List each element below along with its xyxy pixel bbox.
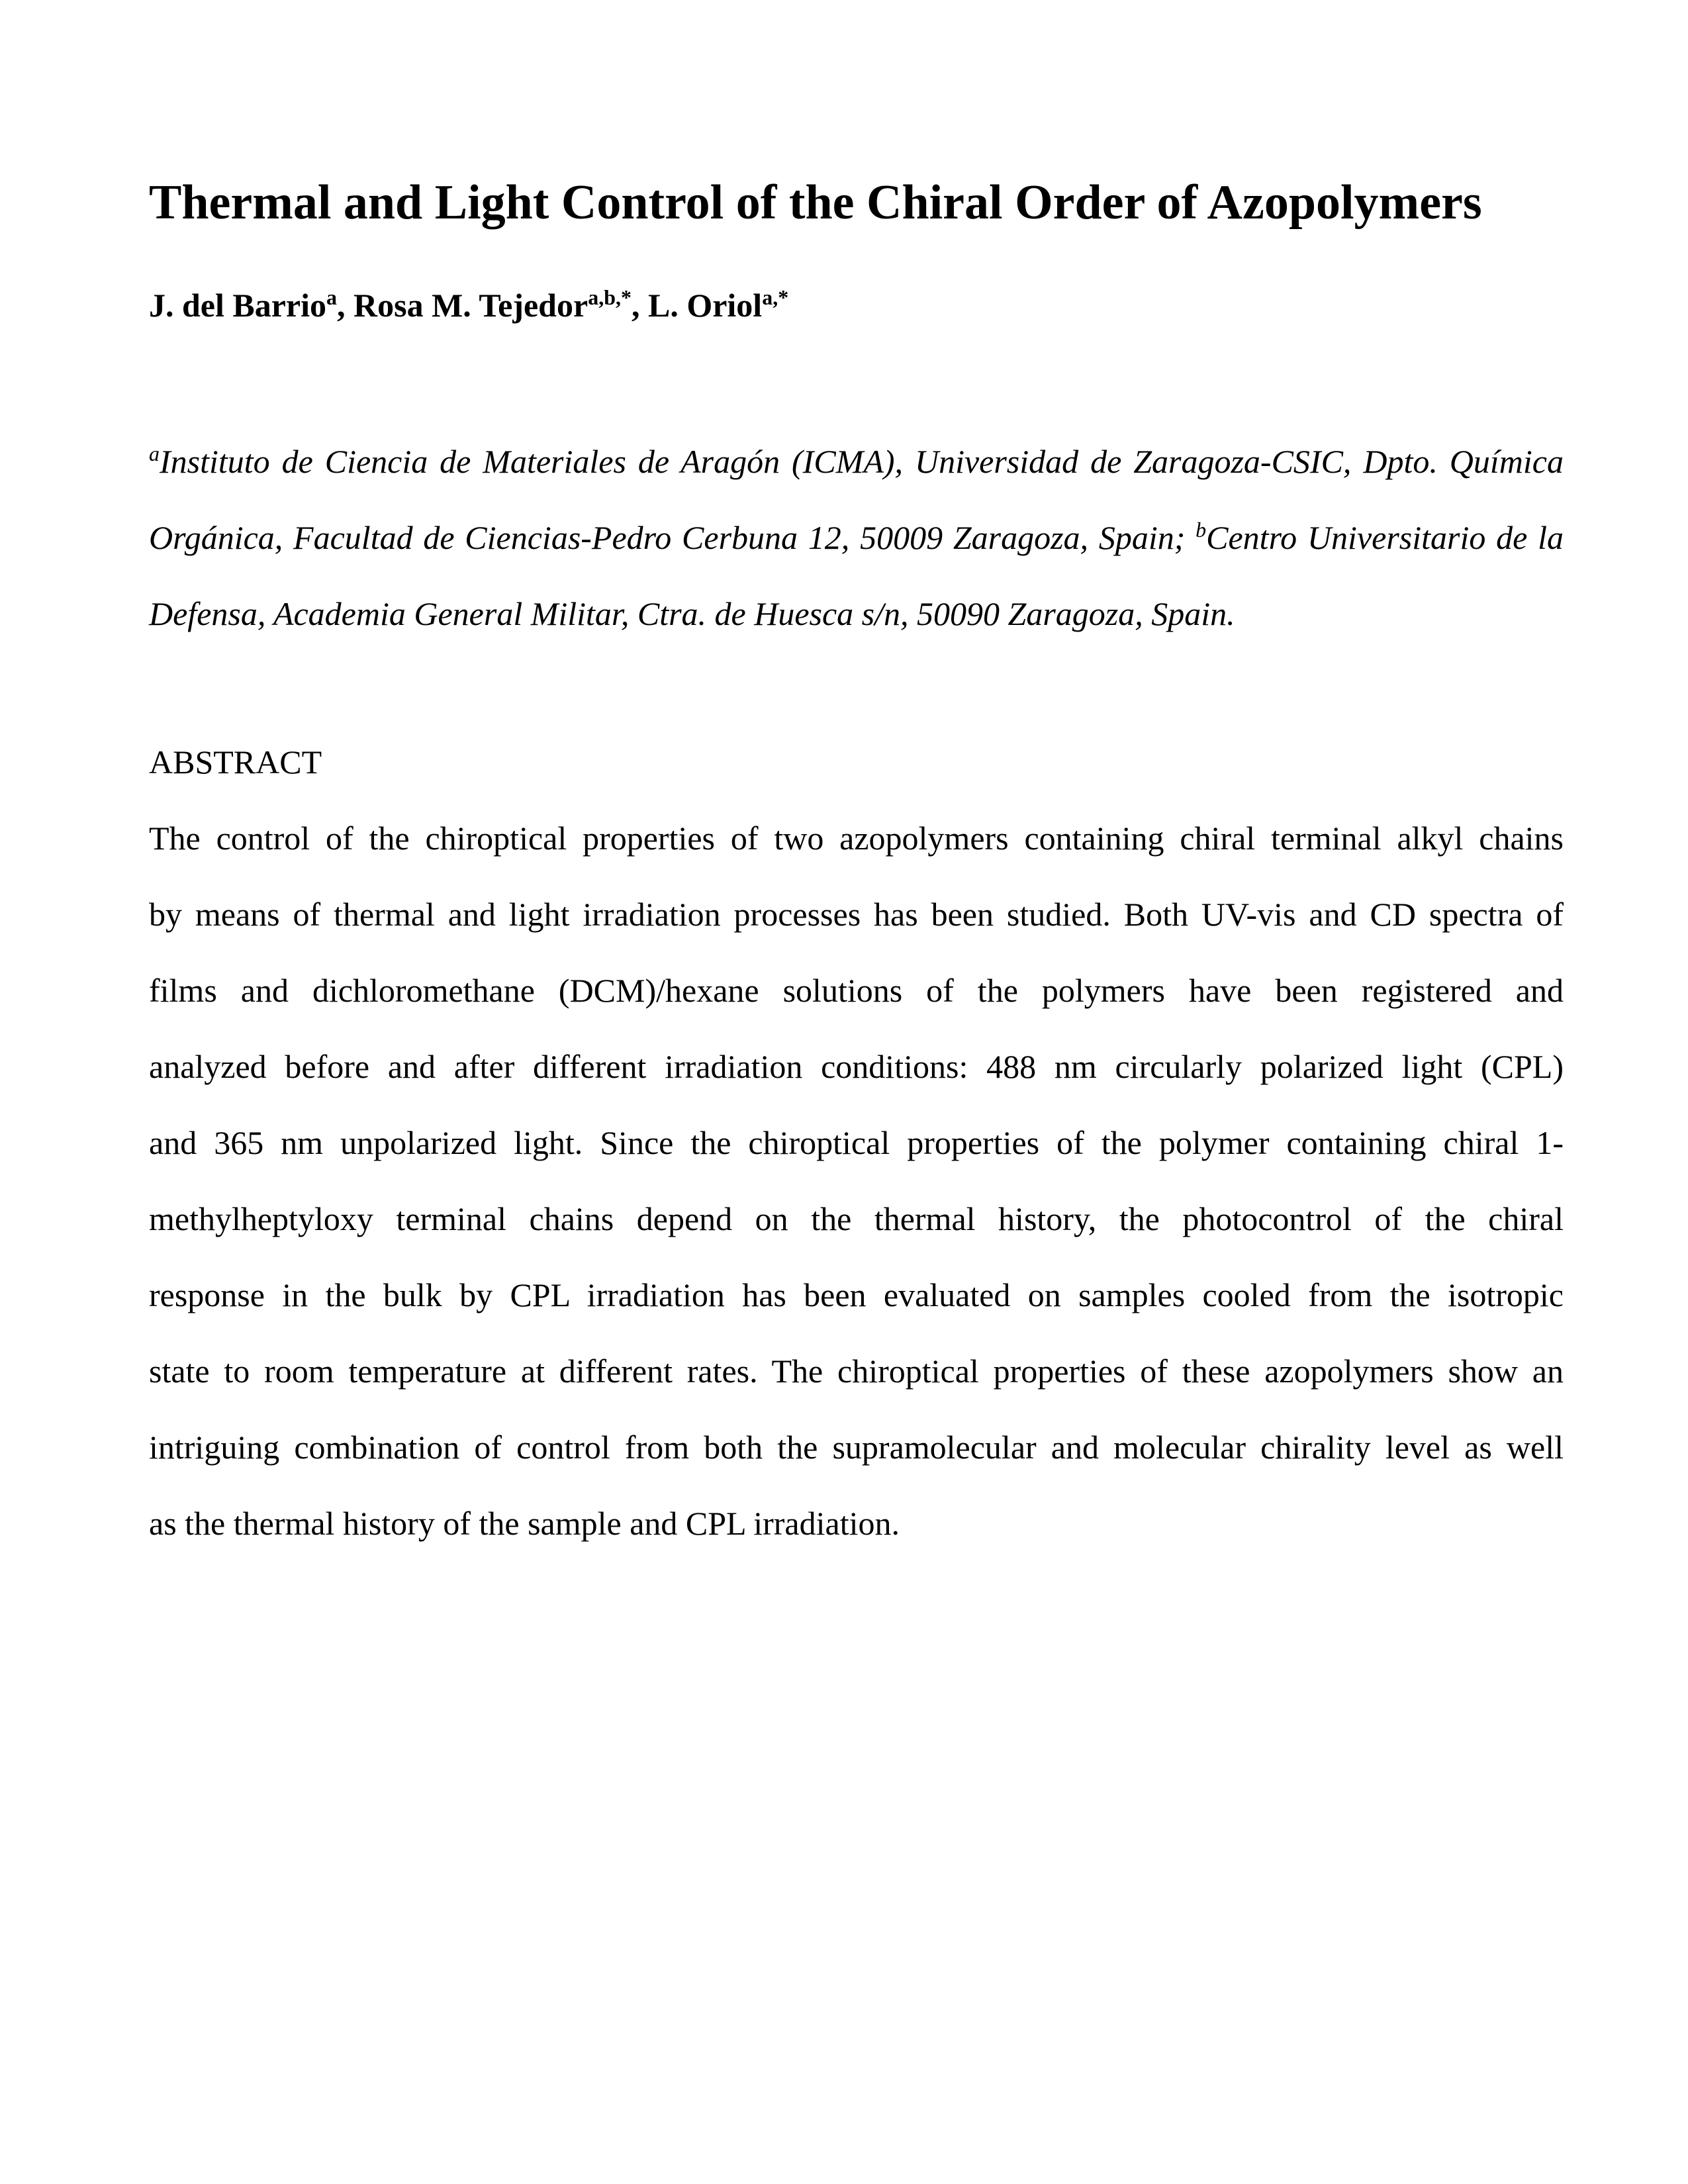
abstract-line: and 365 nm unpolarized light. Since the chiroptical properties of the polymer containing chiral 1- [149, 1124, 1564, 1161]
author-name: , Rosa M. Tejedor [337, 287, 588, 324]
author-superscript: a,b,* [588, 285, 632, 310]
author-superscript: a [326, 285, 338, 310]
abstract-heading: ABSTRACT [149, 743, 322, 781]
author-line [149, 267, 1564, 344]
affiliation-block [149, 424, 1564, 652]
author-name: , L. Oriol [631, 287, 763, 324]
affiliation-line [149, 500, 1564, 576]
affiliation-superscript: b [1196, 518, 1207, 542]
abstract-line: films and dichloromethane (DCM)/hexane solutions of the polymers have been registered and [149, 972, 1564, 1009]
paper-title: Thermal and Light Control of the Chiral Order of Azopolymers [149, 175, 1482, 230]
affiliation-text: Defensa, Academia General Militar, Ctra. de Huesca s/n, 50090 Zaragoza, Spain. [149, 595, 1235, 632]
abstract-line: intriguing combination of control from both the supramolecular and molecular chirality level as well [149, 1429, 1564, 1466]
affiliation-text: Centro Universitario de la [1206, 519, 1564, 556]
abstract-paragraph [149, 800, 1564, 1562]
affiliation-line [149, 576, 1564, 652]
affiliation-text: Orgánica, Facultad de Ciencias-Pedro Cerbuna 12, 50009 Zaragoza, Spain; [149, 519, 1196, 556]
abstract-line: methylheptyloxy terminal chains depend on the thermal history, the photocontrol of the chiral [149, 1200, 1564, 1237]
author-name: J. del Barrio [149, 287, 327, 324]
affiliation-line [149, 424, 1564, 500]
affiliation-superscript: a [149, 442, 160, 466]
abstract-line: by means of thermal and light irradiation processes has been studied. Both UV-vis and CD spectra of [149, 896, 1564, 933]
abstract-line: The control of the chiroptical properties of two azopolymers containing chiral terminal alkyl chains [149, 820, 1564, 857]
abstract-line: as the thermal history of the sample and CPL irradiation. [149, 1505, 900, 1542]
abstract-line: analyzed before and after different irradiation conditions: 488 nm circularly polarized light (CPL) [149, 1048, 1564, 1085]
author-superscript: a,* [762, 285, 789, 310]
affiliation-text: Instituto de Ciencia de Materiales de Aragón (ICMA), Universidad de Zaragoza-CSIC, Dpto. Química [160, 443, 1564, 480]
abstract-line: response in the bulk by CPL irradiation has been evaluated on samples cooled from the isotropic [149, 1276, 1564, 1313]
abstract-line: state to room temperature at different rates. The chiroptical properties of these azopolymers show an [149, 1353, 1564, 1390]
